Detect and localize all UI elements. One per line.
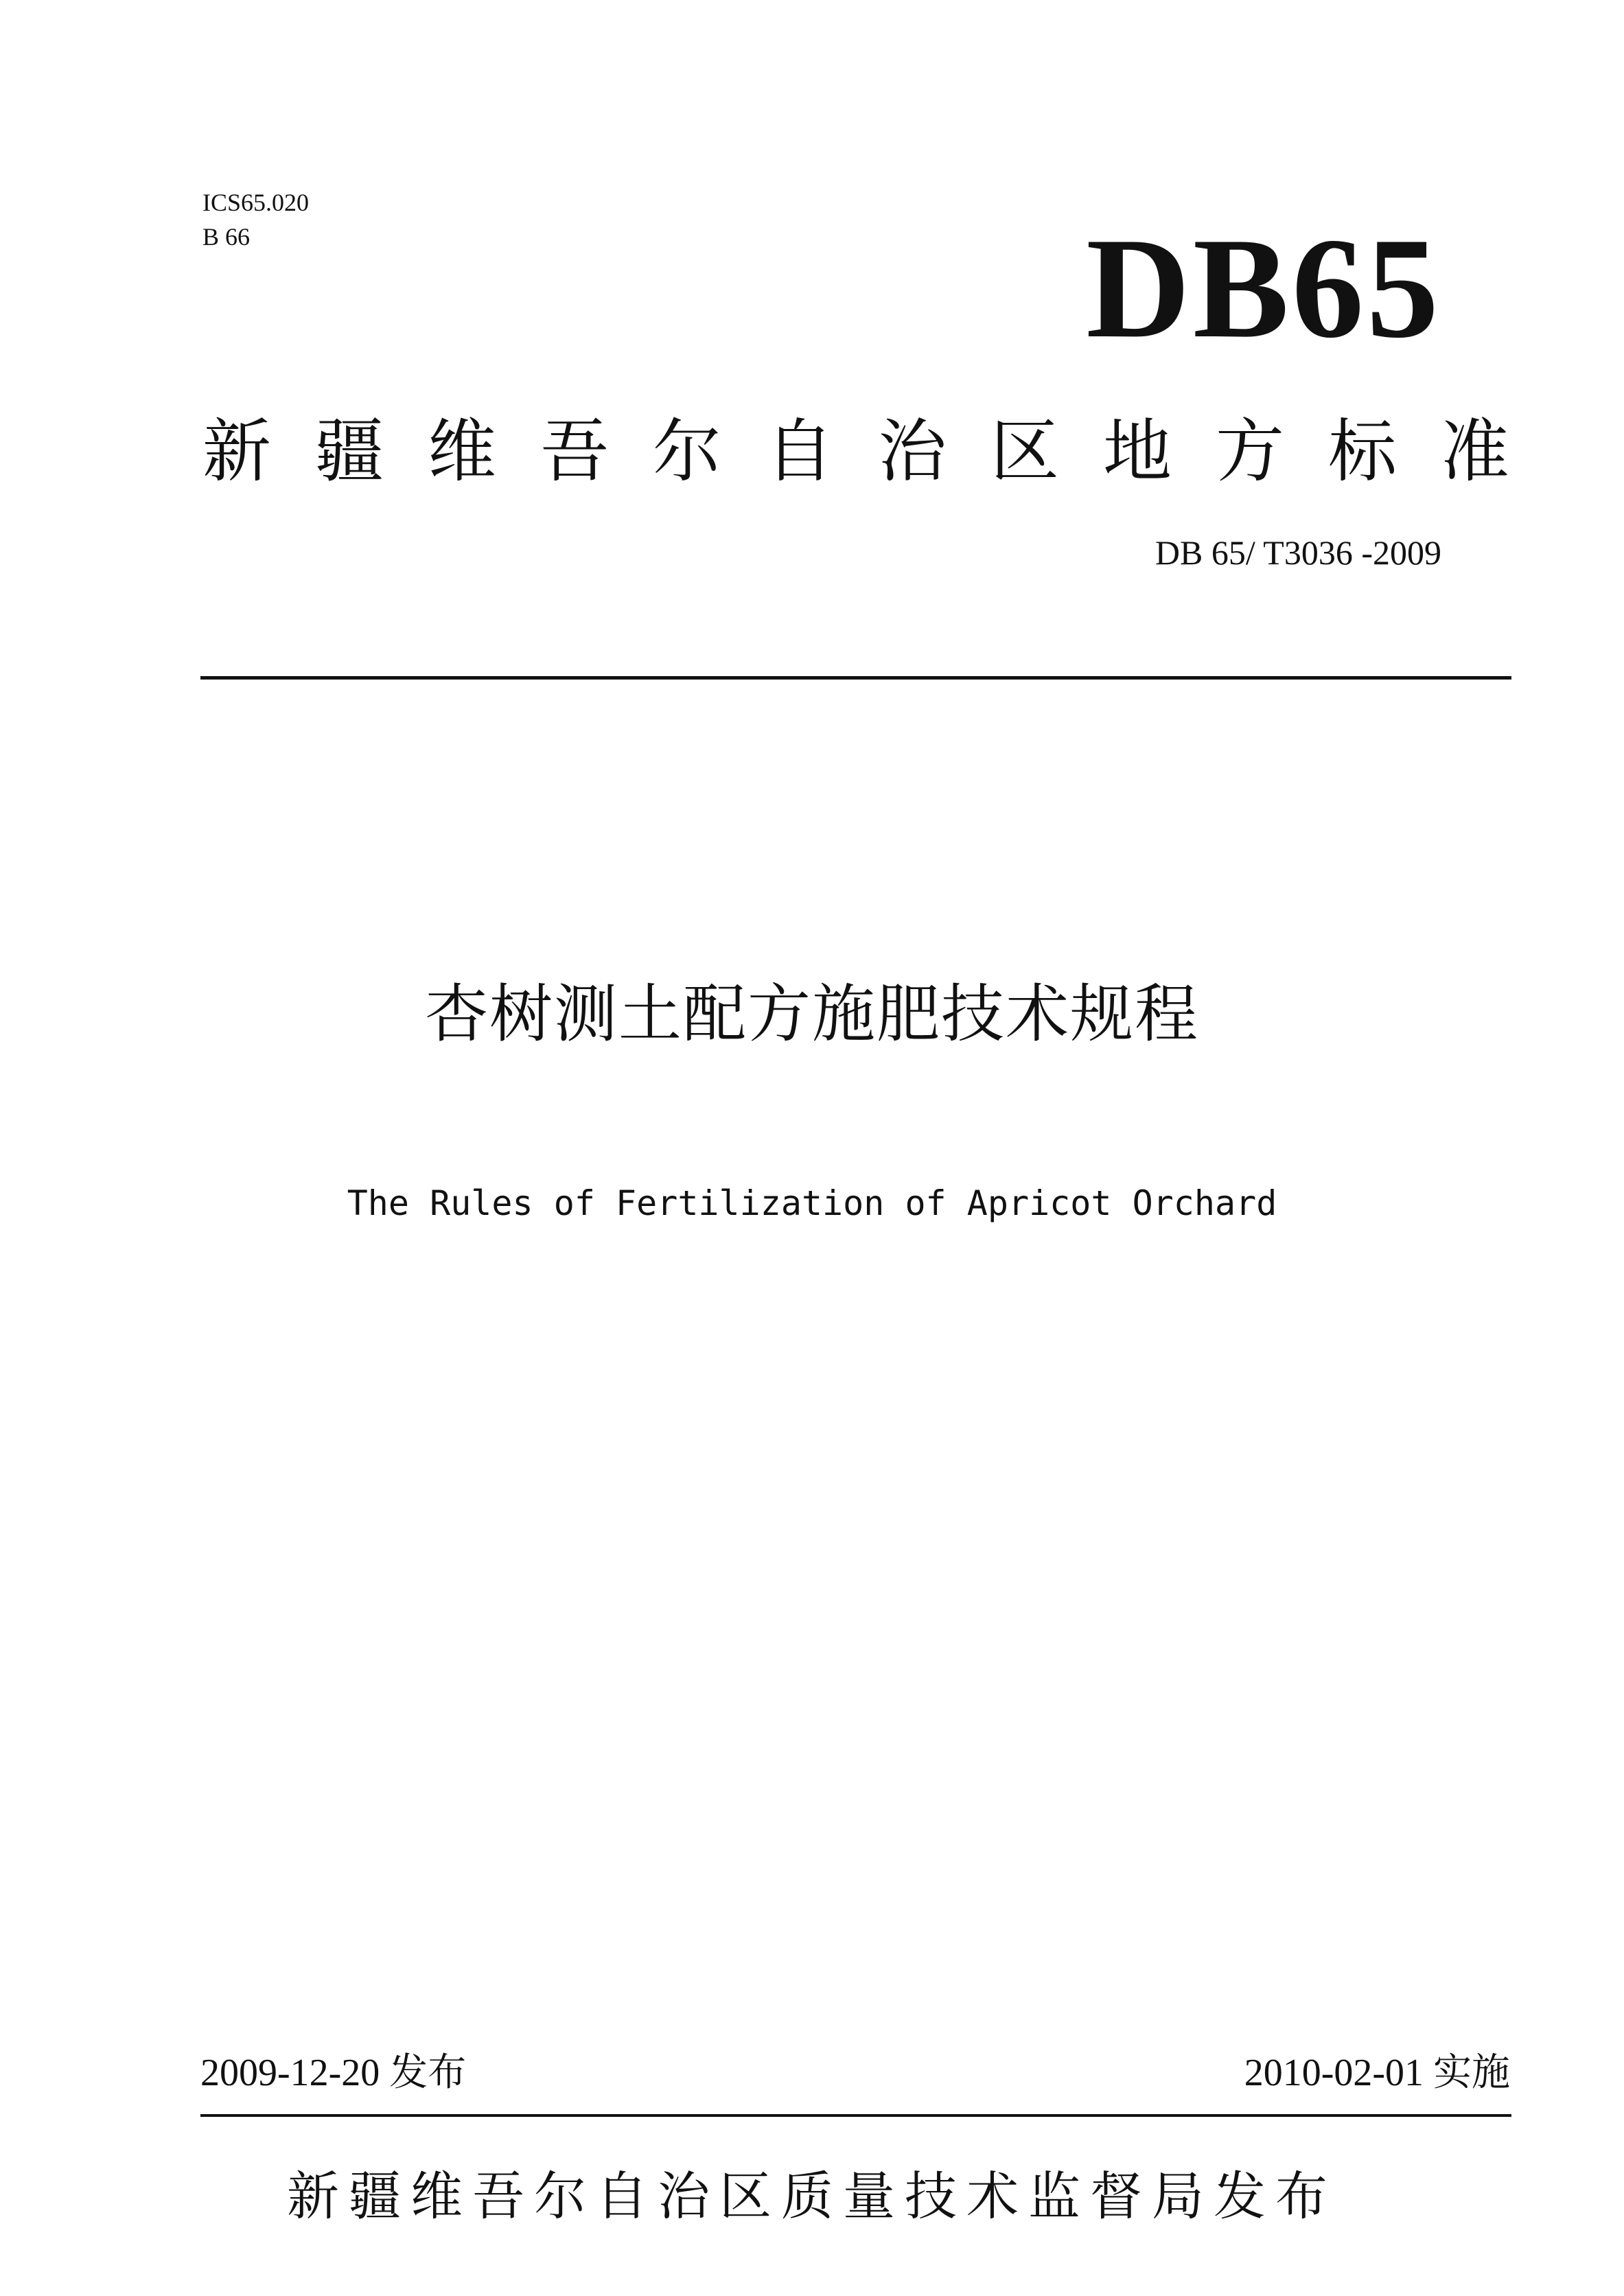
- issuing-authority: 新疆维吾尔自治区质量技术监督局发布: [287, 2166, 1337, 2227]
- implementation-date: 2010-02-01 实施: [1244, 2052, 1510, 2094]
- document-title-english: The Rules of Fertilization of Apricot Orchard: [347, 1183, 1277, 1223]
- ics-code: ICS65.020: [202, 189, 310, 216]
- standard-mark: DB65: [1086, 209, 1441, 368]
- bottom-divider: [200, 2114, 1511, 2117]
- document-title-chinese: 杏树测土配方施肥技术规程: [424, 977, 1199, 1051]
- classification-code: B 66: [202, 223, 251, 251]
- standard-number: DB 65/ T3036 -2009: [1155, 533, 1441, 572]
- top-divider: [200, 676, 1511, 680]
- classification-block: [202, 185, 309, 254]
- issue-date: 2009-12-20 发布: [200, 2052, 467, 2094]
- standard-type-heading: 新疆维吾尔自治区地方标准: [202, 411, 1553, 491]
